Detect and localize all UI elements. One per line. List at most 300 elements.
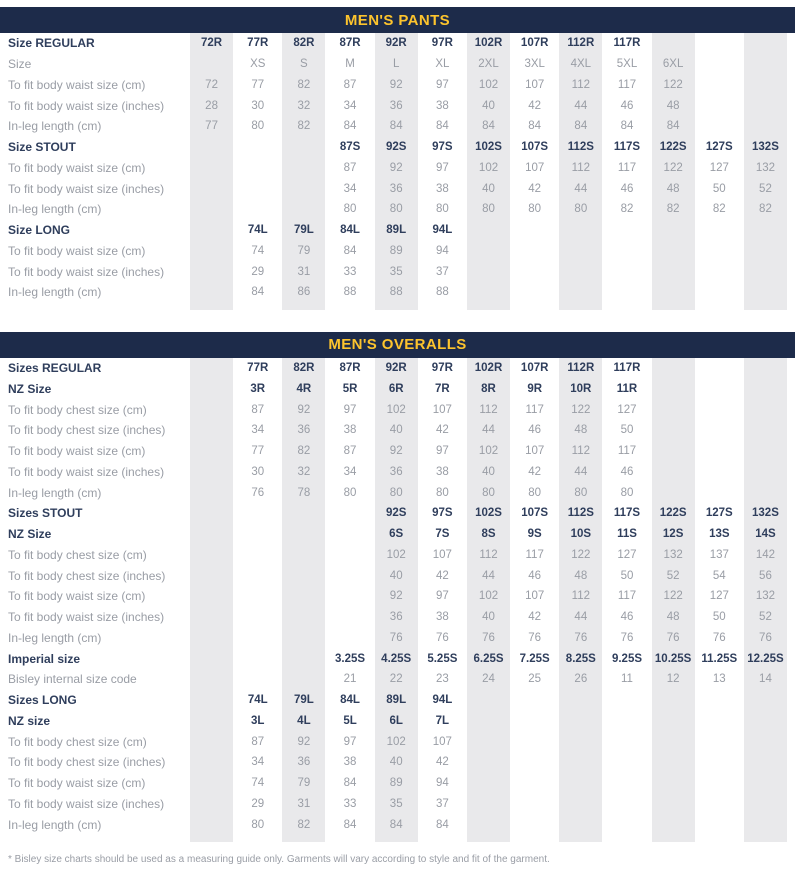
size-cell: 82 xyxy=(279,441,328,462)
size-cell: 80 xyxy=(556,199,605,220)
size-cell: 84L xyxy=(340,224,360,237)
size-cell: 35 xyxy=(372,794,421,815)
size-cell xyxy=(698,690,741,711)
size-cell xyxy=(698,241,741,262)
size-cell: 76 xyxy=(712,631,726,644)
size-cell: 87R xyxy=(339,37,361,50)
size-cell: 92 xyxy=(279,399,328,420)
size-cell xyxy=(464,752,513,773)
size-cell: 38 xyxy=(343,424,357,437)
size-cell: 127 xyxy=(617,403,637,416)
size-cell xyxy=(698,303,741,310)
size-cell: 5.25S xyxy=(427,652,458,665)
size-cell xyxy=(698,711,741,732)
size-cell: 84 xyxy=(464,116,513,137)
size-cell: 82R xyxy=(279,358,328,379)
size-cell xyxy=(698,462,741,483)
size-cell xyxy=(328,835,371,842)
size-cell xyxy=(741,420,790,441)
size-cell xyxy=(328,524,371,545)
size-cell: 8S xyxy=(464,524,513,545)
size-cell: 88 xyxy=(435,286,449,299)
size-cell: 80 xyxy=(464,199,513,220)
size-cell: 117 xyxy=(525,403,544,416)
size-cell: 48 xyxy=(556,420,605,441)
table-row xyxy=(0,545,795,566)
size-cell: 112R xyxy=(556,33,605,54)
size-cell: 92 xyxy=(372,586,421,607)
size-cell: 87 xyxy=(251,403,265,416)
size-cell xyxy=(187,137,236,158)
size-cell: 7S xyxy=(435,528,450,541)
size-cell: 112 xyxy=(464,545,513,566)
size-cell xyxy=(464,731,513,752)
size-cell: 29 xyxy=(251,265,265,278)
size-cell xyxy=(698,794,741,815)
size-cell xyxy=(328,607,371,628)
size-cell: 77R xyxy=(247,362,269,375)
size-cell xyxy=(605,690,648,711)
size-cell: 48 xyxy=(556,565,605,586)
row-label: To fit body waist size (inches) xyxy=(8,796,165,811)
table-row xyxy=(0,794,795,815)
size-cell: 28 xyxy=(187,95,236,116)
size-cell: 77 xyxy=(187,116,236,137)
size-cell: 94L xyxy=(432,694,453,707)
size-cell: L xyxy=(372,54,421,75)
size-cell xyxy=(556,220,605,241)
size-cell xyxy=(741,282,790,303)
size-cell: 132S xyxy=(741,503,790,524)
size-cell: 122S xyxy=(649,503,698,524)
size-cell: 6L xyxy=(372,711,421,732)
size-cell xyxy=(649,814,698,835)
size-cell: 107 xyxy=(525,161,545,174)
size-cell: 34 xyxy=(251,424,265,437)
size-cell xyxy=(187,545,236,566)
size-cell: 76 xyxy=(649,628,698,649)
size-cell xyxy=(698,814,741,835)
size-cell: 42 xyxy=(528,99,542,112)
size-cell: 82 xyxy=(279,814,328,835)
size-cell: 8R xyxy=(464,379,513,400)
size-cell: 24 xyxy=(464,669,513,690)
size-cell: 122 xyxy=(556,545,605,566)
size-cell: 12.25S xyxy=(741,648,790,669)
size-cell: 132 xyxy=(741,158,790,179)
size-cell: 38 xyxy=(435,182,449,195)
size-cell: 44 xyxy=(464,420,513,441)
size-cell: 117 xyxy=(525,548,544,561)
size-cell xyxy=(279,199,328,220)
size-cell: 80 xyxy=(372,199,421,220)
size-cell xyxy=(279,628,328,649)
size-cell: 88 xyxy=(372,282,421,303)
size-cell xyxy=(741,482,790,503)
size-cell: 84 xyxy=(343,244,357,257)
size-cell: 72R xyxy=(187,33,236,54)
size-cell xyxy=(187,690,236,711)
size-cell: 82 xyxy=(712,203,726,216)
table-row xyxy=(0,752,795,773)
size-cell: 84 xyxy=(343,777,357,790)
size-cell xyxy=(328,303,371,310)
size-cell: 52 xyxy=(741,607,790,628)
size-cell xyxy=(698,420,741,441)
size-cell: 117 xyxy=(617,590,637,603)
size-cell xyxy=(556,690,605,711)
size-cell xyxy=(556,731,605,752)
size-cell xyxy=(513,814,556,835)
size-cell xyxy=(236,199,279,220)
size-cell xyxy=(236,835,279,842)
size-cell xyxy=(236,607,279,628)
size-cell: 56 xyxy=(741,565,790,586)
size-cell: 80 xyxy=(251,818,265,831)
size-cell: 80 xyxy=(251,120,265,133)
size-cell: 30 xyxy=(251,99,265,112)
size-cell xyxy=(464,282,513,303)
row-label: To fit body chest size (inches) xyxy=(8,568,166,583)
size-cell: 38 xyxy=(435,99,449,112)
size-cell: 40 xyxy=(464,607,513,628)
size-cell xyxy=(741,303,790,310)
size-cell: 34 xyxy=(343,182,357,195)
size-cell: 84 xyxy=(435,818,449,831)
size-cell: 6XL xyxy=(649,54,698,75)
size-cell xyxy=(698,116,741,137)
size-cell: 6R xyxy=(372,379,421,400)
size-cell: 102 xyxy=(464,158,513,179)
size-cell: 36 xyxy=(279,752,328,773)
size-cell xyxy=(741,116,790,137)
size-cell: 84L xyxy=(340,694,360,707)
row-label: To fit body waist size (cm) xyxy=(8,444,146,459)
size-cell xyxy=(187,241,236,262)
size-cell: 5L xyxy=(343,714,357,727)
row-label: To fit body waist size (inches) xyxy=(8,464,165,479)
size-cell: 50 xyxy=(620,424,634,437)
row-label: To fit body chest size (cm) xyxy=(8,402,147,417)
size-cell xyxy=(698,75,741,96)
table-row xyxy=(0,814,795,835)
size-cell: 79 xyxy=(279,773,328,794)
size-cell: 92 xyxy=(372,441,421,462)
size-cell: 112S xyxy=(556,503,605,524)
size-cell xyxy=(556,794,605,815)
size-cell: 97S xyxy=(432,141,453,154)
size-cell: 11S xyxy=(617,528,637,541)
row-label: To fit body waist size (inches) xyxy=(8,264,165,279)
size-cell: 44 xyxy=(556,178,605,199)
size-cell: 84 xyxy=(435,120,449,133)
size-cell: 80 xyxy=(464,482,513,503)
size-cell: 84 xyxy=(528,120,542,133)
size-cell: 102 xyxy=(464,586,513,607)
size-cell xyxy=(464,835,513,842)
row-label: To fit body chest size (inches) xyxy=(8,755,166,770)
row-label: Size xyxy=(8,57,32,72)
size-cell xyxy=(187,524,236,545)
size-cell: 44 xyxy=(556,607,605,628)
size-cell: 82 xyxy=(620,203,634,216)
size-cell xyxy=(328,586,371,607)
footnote: * Bisley size charts should be used as a measuring guide only. Garments will vary according to style and fit of the garment. xyxy=(8,854,550,865)
size-cell: 97 xyxy=(435,445,449,458)
size-cell: 79L xyxy=(279,690,328,711)
table-row xyxy=(0,607,795,628)
size-cell: 102S xyxy=(464,503,513,524)
size-cell: M xyxy=(345,58,355,71)
size-cell xyxy=(187,482,236,503)
size-cell xyxy=(605,303,648,310)
size-cell xyxy=(649,358,698,379)
size-cell: 92S xyxy=(372,503,421,524)
size-cell: 76 xyxy=(464,628,513,649)
size-cell: 31 xyxy=(279,261,328,282)
row-label: In-leg length (cm) xyxy=(8,817,102,832)
size-cell: 76 xyxy=(251,486,265,499)
row-label: To fit body chest size (cm) xyxy=(8,734,147,749)
size-cell xyxy=(556,814,605,835)
size-cell: 4XL xyxy=(556,54,605,75)
size-cell xyxy=(698,752,741,773)
size-cell: 13S xyxy=(709,528,730,541)
size-cell: 102R xyxy=(464,358,513,379)
size-cell: 112 xyxy=(556,441,605,462)
size-cell xyxy=(279,303,328,310)
row-label: To fit body waist size (cm) xyxy=(8,77,146,92)
size-cell: 84 xyxy=(343,818,357,831)
size-cell: 92 xyxy=(279,731,328,752)
size-cell: 32 xyxy=(279,462,328,483)
size-cell: 11 xyxy=(621,673,633,686)
size-cell xyxy=(187,358,236,379)
row-label: Sizes STOUT xyxy=(8,506,83,521)
size-cell: 3L xyxy=(251,714,265,727)
size-cell: 97 xyxy=(435,590,449,603)
row-label: To fit body waist size (cm) xyxy=(8,160,146,175)
size-cell: 80 xyxy=(620,486,634,499)
size-cell xyxy=(187,669,236,690)
size-cell xyxy=(741,690,790,711)
size-cell: 52 xyxy=(649,565,698,586)
size-cell: 37 xyxy=(435,797,449,810)
size-cell xyxy=(605,731,648,752)
table-row xyxy=(0,75,795,96)
size-cell: 48 xyxy=(649,178,698,199)
size-cell: 37 xyxy=(435,265,449,278)
size-cell xyxy=(741,261,790,282)
size-cell: 9.25S xyxy=(611,652,643,665)
row-label: To fit body chest size (cm) xyxy=(8,547,147,562)
size-cell: 127 xyxy=(709,161,729,174)
size-cell xyxy=(236,669,279,690)
size-cell xyxy=(187,178,236,199)
size-cell: 5XL xyxy=(616,58,638,71)
size-cell: 102 xyxy=(464,441,513,462)
size-cell: 117R xyxy=(613,37,641,50)
size-cell xyxy=(698,358,741,379)
size-cell xyxy=(698,95,741,116)
size-cell: 84 xyxy=(556,116,605,137)
size-cell xyxy=(513,690,556,711)
size-cell xyxy=(279,565,328,586)
size-cell: 102 xyxy=(372,545,421,566)
size-cell: 82 xyxy=(649,199,698,220)
size-cell: 132 xyxy=(649,545,698,566)
size-cell xyxy=(698,731,741,752)
size-cell xyxy=(513,303,556,310)
size-cell xyxy=(328,628,371,649)
size-cell xyxy=(513,261,556,282)
table-row xyxy=(0,524,795,545)
size-cell: 80 xyxy=(435,486,449,499)
size-cell xyxy=(513,731,556,752)
size-cell: 92 xyxy=(372,158,421,179)
size-cell xyxy=(698,379,741,400)
size-cell: 122S xyxy=(649,137,698,158)
size-cell: 79L xyxy=(279,220,328,241)
size-cell: 89 xyxy=(372,773,421,794)
size-cell: 127 xyxy=(617,548,637,561)
size-cell: 78 xyxy=(279,482,328,503)
size-cell: 74 xyxy=(251,777,265,790)
size-cell: 46 xyxy=(620,182,634,195)
size-cell: 132 xyxy=(741,586,790,607)
size-cell xyxy=(328,545,371,566)
size-cell: 76 xyxy=(556,628,605,649)
mens-pants-table xyxy=(0,7,795,310)
size-cell: 21 xyxy=(343,673,357,686)
size-cell xyxy=(187,731,236,752)
size-cell xyxy=(741,399,790,420)
size-cell xyxy=(513,220,556,241)
size-cell: 40 xyxy=(372,752,421,773)
size-cell xyxy=(741,95,790,116)
size-cell: 30 xyxy=(251,465,265,478)
size-cell: 76 xyxy=(435,631,449,644)
size-cell: 97 xyxy=(343,403,357,416)
size-cell: 50 xyxy=(712,182,726,195)
size-cell xyxy=(236,545,279,566)
size-cell xyxy=(236,586,279,607)
size-cell: 13 xyxy=(712,673,726,686)
size-cell: 50 xyxy=(712,611,726,624)
size-cell xyxy=(605,814,648,835)
table-row xyxy=(0,282,795,303)
size-cell xyxy=(187,282,236,303)
size-cell: 97S xyxy=(432,507,453,520)
size-cell xyxy=(187,158,236,179)
size-cell: 84 xyxy=(649,116,698,137)
size-cell: 97 xyxy=(435,78,449,91)
size-cell: 26 xyxy=(556,669,605,690)
size-cell: 107R xyxy=(520,362,549,375)
size-cell: XS xyxy=(250,58,266,71)
row-label: To fit body waist size (cm) xyxy=(8,243,146,258)
size-cell: 80 xyxy=(343,203,357,216)
size-cell xyxy=(556,261,605,282)
size-cell: 42 xyxy=(528,611,542,624)
size-cell: 97 xyxy=(435,161,449,174)
size-cell xyxy=(464,711,513,732)
size-cell xyxy=(187,628,236,649)
size-cell: 107R xyxy=(520,37,549,50)
size-cell: 102S xyxy=(464,137,513,158)
size-cell: 52 xyxy=(741,178,790,199)
size-cell xyxy=(649,420,698,441)
size-cell: 117 xyxy=(617,78,637,91)
mens-pants-title-bar xyxy=(0,7,795,33)
size-cell: 112R xyxy=(556,358,605,379)
size-cell: 84 xyxy=(251,286,265,299)
size-cell: 94 xyxy=(435,244,449,257)
table-row xyxy=(0,773,795,794)
size-cell xyxy=(464,261,513,282)
size-cell: 42 xyxy=(435,424,449,437)
size-cell xyxy=(741,752,790,773)
size-cell: 7R xyxy=(435,382,450,395)
size-cell: 92R xyxy=(372,358,421,379)
size-cell: 46 xyxy=(620,611,634,624)
size-cell xyxy=(649,773,698,794)
row-label: Sizes LONG xyxy=(8,693,77,708)
size-cell: 117R xyxy=(613,362,641,375)
size-cell xyxy=(187,441,236,462)
row-label: In-leg length (cm) xyxy=(8,485,102,500)
size-cell: S xyxy=(279,54,328,75)
row-label: To fit body chest size (inches) xyxy=(8,423,166,438)
size-cell xyxy=(649,835,698,842)
size-cell: 97R xyxy=(431,37,453,50)
size-cell: 102R xyxy=(464,33,513,54)
table-row xyxy=(0,731,795,752)
size-cell: 122 xyxy=(649,75,698,96)
size-cell: 102 xyxy=(464,75,513,96)
table-row xyxy=(0,503,795,524)
size-cell: 22 xyxy=(372,669,421,690)
size-cell: 82 xyxy=(279,75,328,96)
table-row xyxy=(0,54,795,75)
size-cell xyxy=(605,261,648,282)
size-cell xyxy=(187,565,236,586)
size-cell: 14S xyxy=(741,524,790,545)
size-cell xyxy=(187,752,236,773)
size-cell xyxy=(279,137,328,158)
size-cell xyxy=(698,282,741,303)
size-cell xyxy=(741,75,790,96)
size-cell: 112 xyxy=(556,75,605,96)
table-row xyxy=(0,565,795,586)
row-label: Size LONG xyxy=(8,223,71,238)
size-cell: 107 xyxy=(432,735,452,748)
size-cell: 6S xyxy=(372,524,421,545)
table-row xyxy=(0,178,795,199)
size-cell: 74L xyxy=(247,694,268,707)
size-cell xyxy=(649,220,698,241)
size-cell xyxy=(698,54,741,75)
size-cell xyxy=(605,711,648,732)
table-row xyxy=(0,441,795,462)
size-cell xyxy=(513,752,556,773)
row-label: Sizes REGULAR xyxy=(8,361,102,376)
table-row xyxy=(0,711,795,732)
size-cell: 12 xyxy=(649,669,698,690)
table-row xyxy=(0,95,795,116)
size-cell: 40 xyxy=(464,462,513,483)
mens-overalls-body xyxy=(0,358,795,842)
